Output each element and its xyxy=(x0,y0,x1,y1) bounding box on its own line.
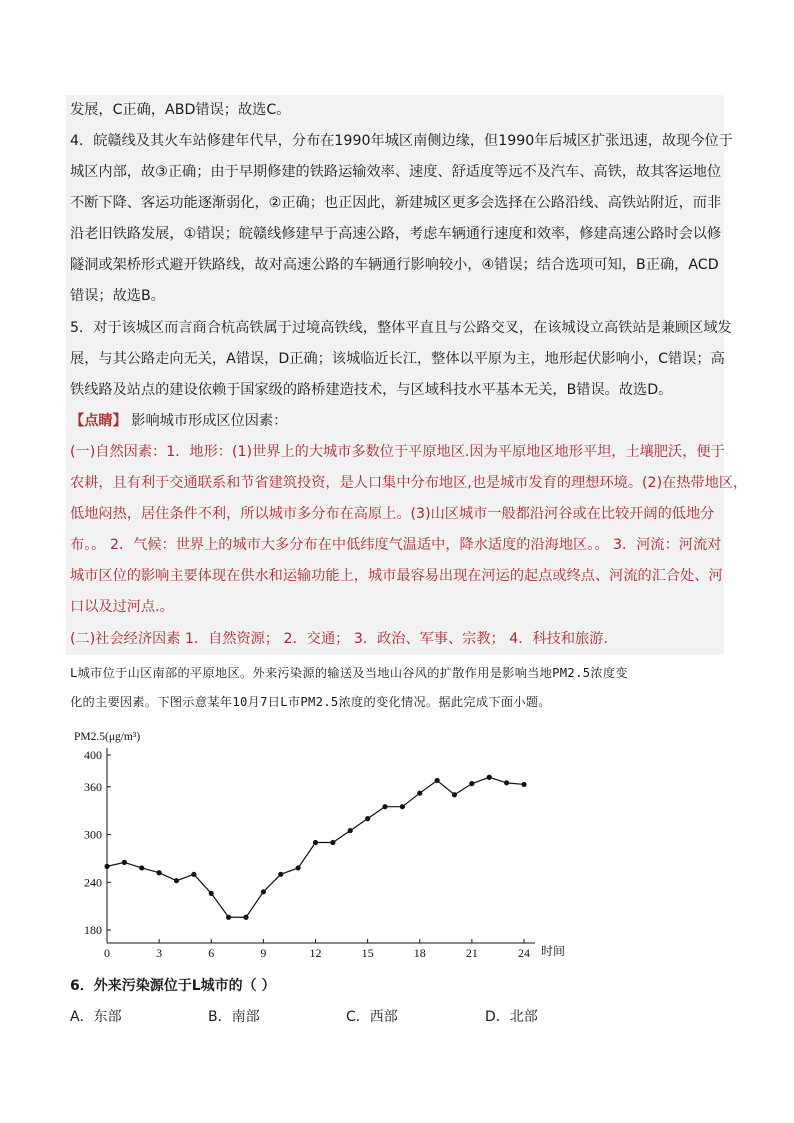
data-point xyxy=(504,780,509,785)
data-point xyxy=(469,781,474,786)
option-b[interactable]: B．南部 xyxy=(208,1009,260,1025)
x-tick-label: 21 xyxy=(465,946,478,960)
tip-line: 布。。 2．气候：世界上的城市大多分布在中低纬度气温适中，降水适度的沿海地区。。 3．河流：河流对 xyxy=(70,537,722,553)
data-point xyxy=(104,864,109,869)
passage-line: 化的主要因素。下图示意某年10月7日L市PM2.5浓度的变化情况。据此完成下面小题。 xyxy=(70,695,551,709)
answer-line: 4．皖赣线及其火车站修建年代早，分布在1990年城区南侧边缘，但1990年后城区扩张迅速，故现今位于 xyxy=(70,133,733,149)
data-point xyxy=(261,889,266,894)
data-point xyxy=(487,775,492,780)
tip-line: 农耕，且有利于交通联系和节省建筑投资，是人口集中分布地区,也是城市发育的理想环境。(2)在热带地区， xyxy=(70,475,748,491)
x-tick-label: 9 xyxy=(260,946,267,960)
data-point xyxy=(296,865,301,870)
x-tick-label: 12 xyxy=(309,946,322,960)
x-tick-label: 6 xyxy=(208,946,215,960)
x-axis-label: 时间 xyxy=(541,944,566,958)
option-a[interactable]: A．东部 xyxy=(70,1009,122,1025)
y-axis-label: PM2.5(μg/m³) xyxy=(74,731,141,743)
y-tick-label: 360 xyxy=(84,779,102,794)
answer-line: 铁线路及站点的建设依赖于国家级的路桥建造技术，与区域科技水平基本无关，B错误。故选D。 xyxy=(70,382,673,398)
data-point xyxy=(243,915,248,920)
question-stem: 6．外来污染源位于L城市的（ ） xyxy=(70,978,276,994)
tip-line: (一)自然因素：1．地形：(1)世界上的大城市多数位于平原地区.因为平原地区地形平坦，土壤肥沃，便于 xyxy=(70,444,725,460)
y-tick-label: 240 xyxy=(84,875,102,890)
data-point xyxy=(278,872,283,877)
y-tick-label: 180 xyxy=(84,923,102,937)
tip-line: (二)社会经济因素 1．自然资源； 2．交通； 3．政治、军事、宗教； 4．科技和旅游. xyxy=(70,631,608,647)
x-tick-label: 3 xyxy=(156,946,163,960)
data-point xyxy=(313,840,318,845)
x-tick-label: 0 xyxy=(104,946,110,960)
tip-title: 影响城市形成区位因素： xyxy=(131,413,288,429)
data-point xyxy=(330,840,335,845)
tip-line: 城市区位的影响主要体现在供水和运输功能上，城市最容易出现在河运的起点或终点、河流的汇合处、河 xyxy=(70,568,723,584)
answer-line: 城区内部，故③正确；由于早期修建的铁路运输效率、速度、舒适度等远不及汽车、高铁，故其客运地位 xyxy=(70,164,722,180)
x-tick-label: 15 xyxy=(361,946,374,960)
answer-line: 5．对于该城区而言商合杭高铁属于过境高铁线，整体平直且与公路交叉，在该城设立高铁站是兼顾区域发 xyxy=(70,320,732,336)
answer-line: 不断下降、客运功能逐渐弱化，②正确；也正因此，新建城区更多会选择在公路沿线、高铁站附近，而非 xyxy=(70,195,722,211)
answer-line: 展，与其公路走向无关，A错误，D正确；该城临近长江，整体以平原为主，地形起伏影响小，C错误；高 xyxy=(70,351,725,367)
y-tick-label: 300 xyxy=(84,827,102,842)
data-point xyxy=(139,865,144,870)
data-point xyxy=(174,878,179,883)
option-c[interactable]: C．西部 xyxy=(346,1009,398,1025)
answer-line: 错误；故选B。 xyxy=(70,288,165,304)
tip-heading xyxy=(70,411,287,431)
y-tick-label: 400 xyxy=(84,748,102,762)
answer-line: 隧洞或架桥形式避开铁路线，故对高速公路的车辆通行影响较小，④错误；结合选项可知，B正确，ACD xyxy=(70,257,719,273)
data-point xyxy=(452,792,457,797)
data-point xyxy=(435,778,440,783)
data-point xyxy=(521,782,526,787)
passage-line: L城市位于山区南部的平原地区。外来污染源的输送及当地山谷风的扩散作用是影响当地PM2.5浓度变 xyxy=(70,666,628,680)
data-point xyxy=(348,828,353,833)
tip-line: 低地闷热，居住条件不利，所以城市多分布在高原上。(3)山区城市一般都沿河谷或在比较开阔的低地分 xyxy=(70,506,715,522)
x-tick-label: 18 xyxy=(413,946,426,960)
data-point xyxy=(226,915,231,920)
pm25-line-chart xyxy=(70,722,590,967)
data-point xyxy=(122,860,127,865)
data-point xyxy=(382,804,387,809)
tip-label: 【点睛】 xyxy=(70,413,127,429)
data-point xyxy=(400,804,405,809)
answer-line: 沿老旧铁路发展，①错误；皖赣线修建早于高速公路，考虑车辆通行速度和效率，修建高速公路时会以修 xyxy=(70,226,722,242)
x-tick-label: 24 xyxy=(518,946,530,960)
option-d[interactable]: D．北部 xyxy=(485,1009,538,1025)
data-point xyxy=(191,872,196,877)
data-point xyxy=(417,791,422,796)
data-point xyxy=(365,816,370,821)
data-point xyxy=(157,870,162,875)
series-line xyxy=(107,777,524,917)
answer-line: 发展，C正确，ABD错误；故选C。 xyxy=(70,102,291,118)
tip-line: 口以及过河点.。 xyxy=(70,599,174,615)
data-point xyxy=(209,891,214,896)
